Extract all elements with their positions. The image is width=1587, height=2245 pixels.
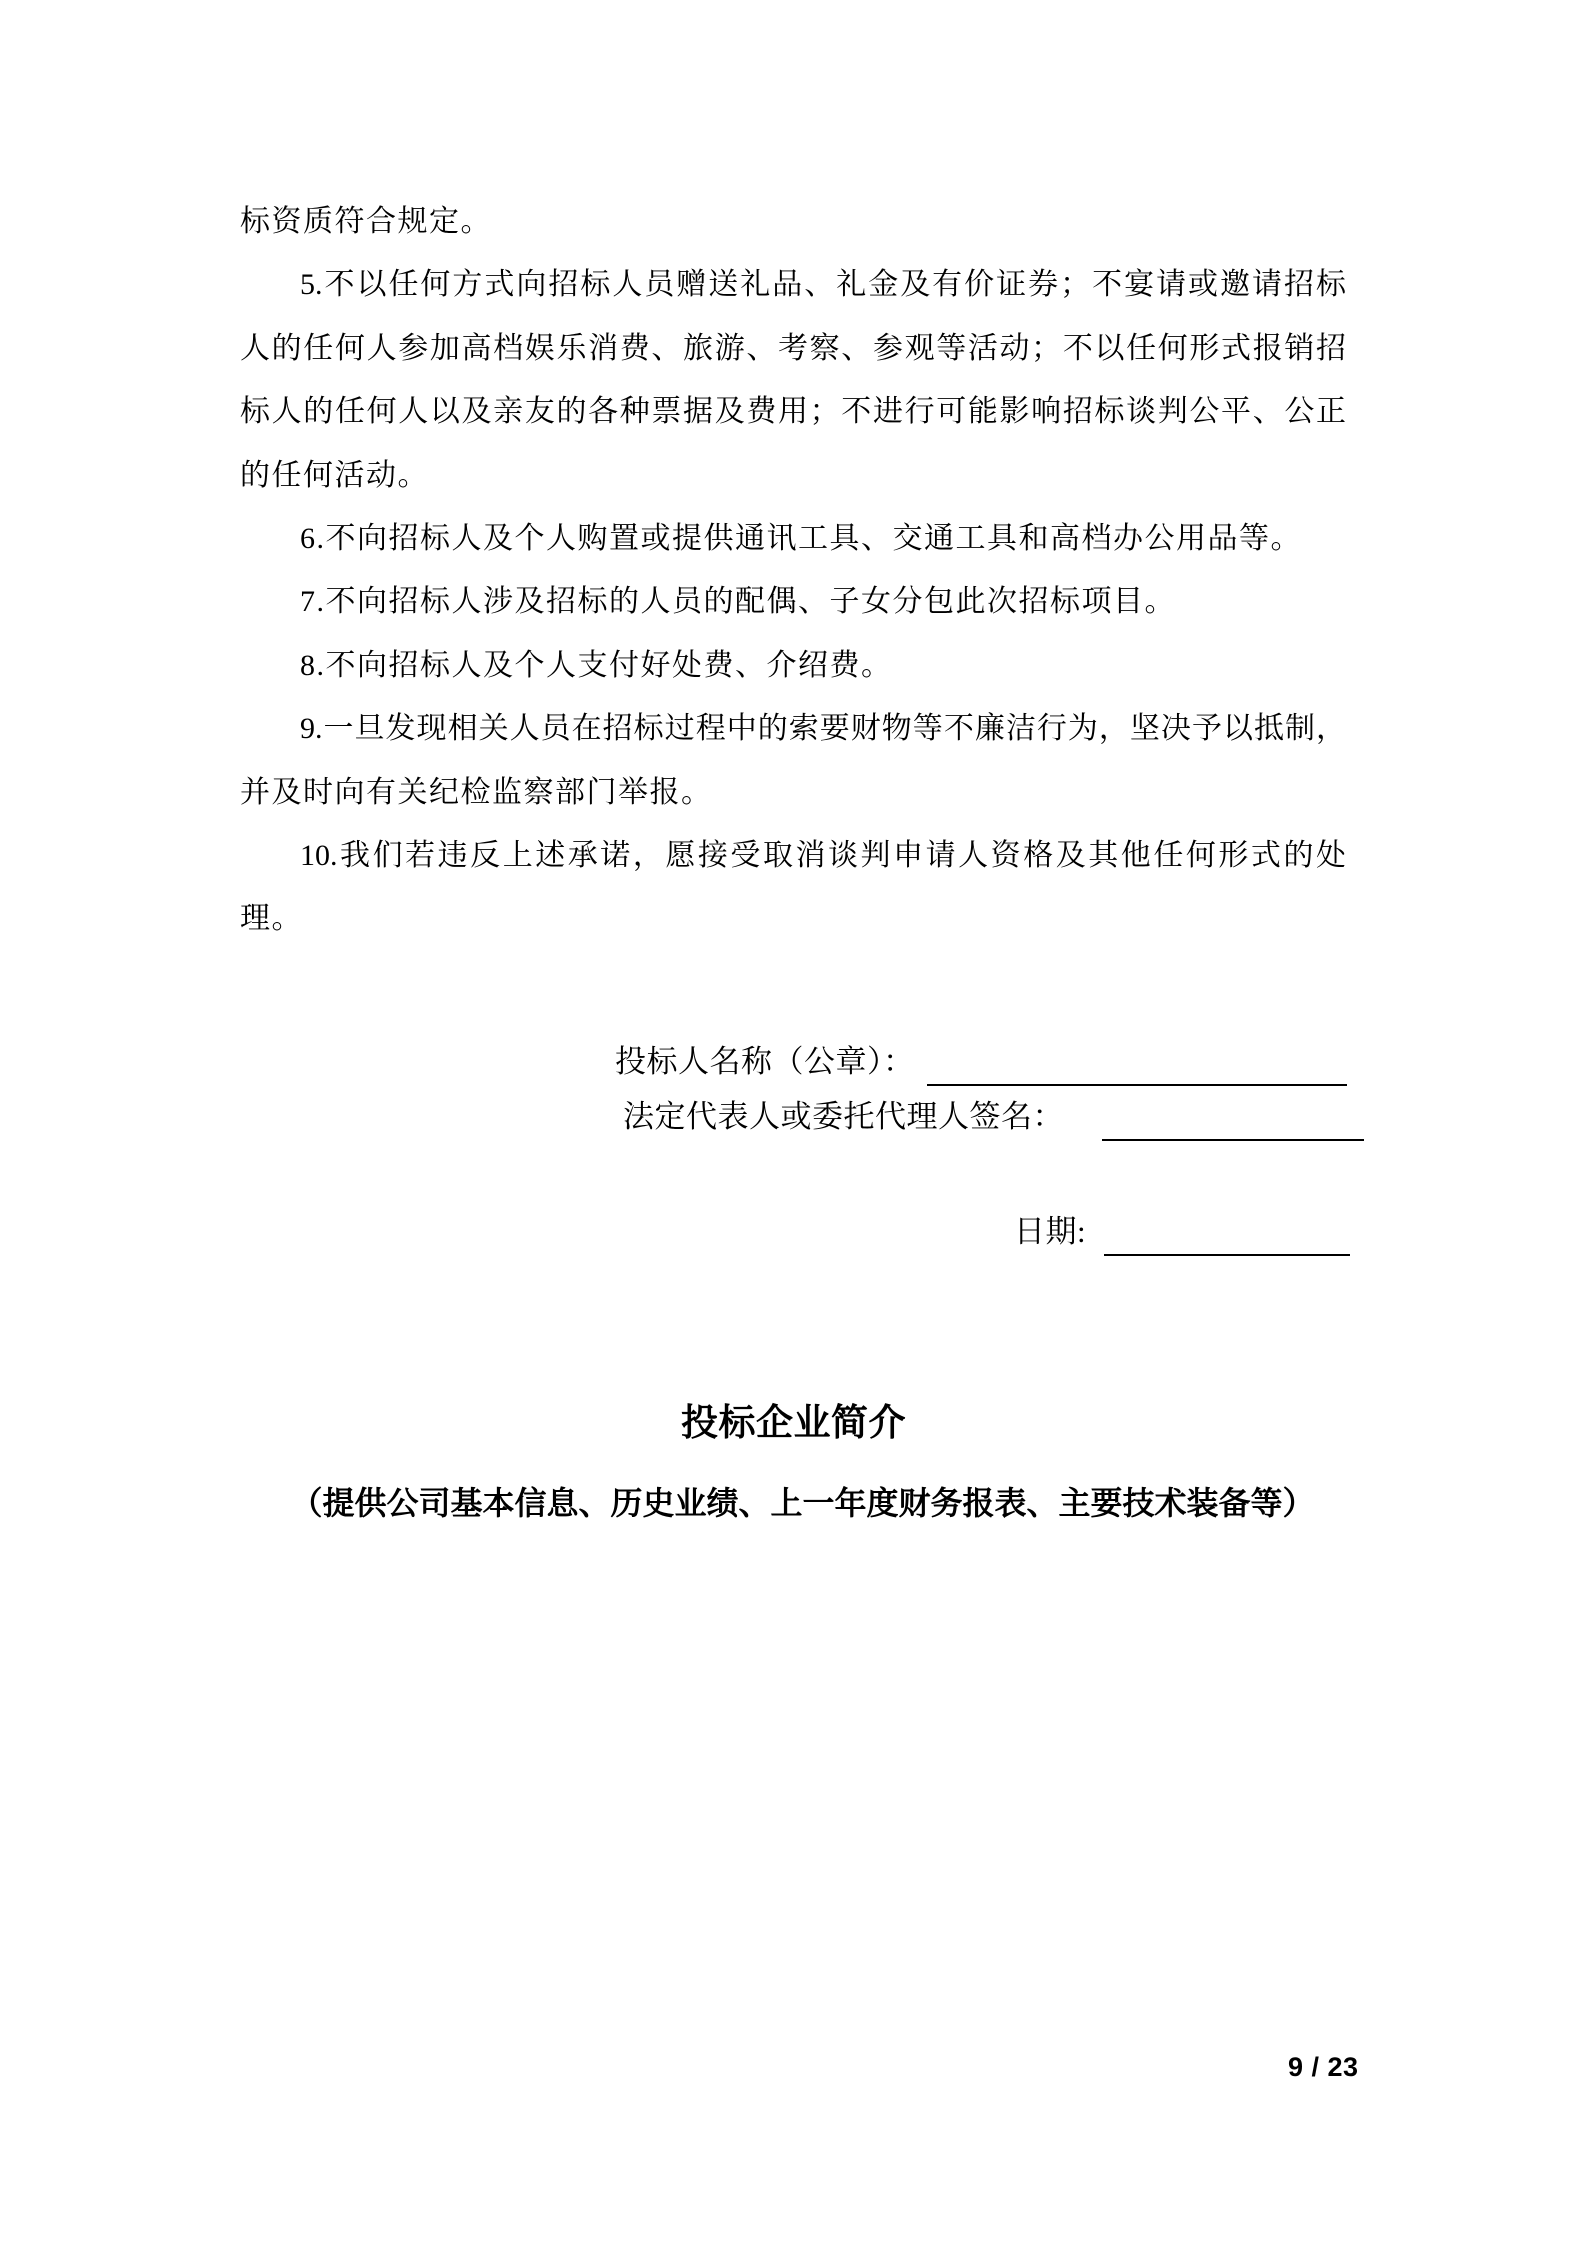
body-line: 6.不向招标人及个人购置或提供通讯工具、交通工具和高档办公用品等。 <box>300 522 1302 556</box>
bidder-name-row <box>615 1042 1347 1086</box>
representative-label: 法定代表人或委托代理人签名： <box>623 1099 1064 1134</box>
date-blank-line <box>1104 1224 1350 1256</box>
section-title: 投标企业简介 <box>681 1403 906 1444</box>
body-line: 并及时向有关纪检监察部门举报。 <box>240 775 713 809</box>
date-row <box>1014 1212 1350 1256</box>
body-line: 理。 <box>240 902 303 936</box>
bidder-name-blank-line <box>927 1054 1347 1086</box>
body-line: 8.不向招标人及个人支付好处费、介绍费。 <box>300 648 893 682</box>
body-text <box>240 190 1346 951</box>
representative-signature-row <box>623 1097 1364 1141</box>
body-line: 10.我们若违反上述承诺，愿接受取消谈判申请人资格及其他任何形式的处 <box>300 839 1346 873</box>
date-label: 日期: <box>1014 1214 1087 1249</box>
body-line: 标人的任何人以及亲友的各种票据及费用；不进行可能影响招标谈判公平、公正 <box>240 395 1346 429</box>
body-line: 5.不以任何方式向招标人员赠送礼品、礼金及有价证券；不宴请或邀请招标 <box>300 268 1346 302</box>
body-line: 标资质符合规定。 <box>240 205 492 238</box>
section-subtitle: （提供公司基本信息、历史业绩、上一年度财务报表、主要技术装备等） <box>290 1485 1315 1521</box>
body-line: 7.不向招标人涉及招标的人员的配偶、子女分包此次招标项目。 <box>300 585 1176 619</box>
bidder-name-label: 投标人名称（公章）： <box>615 1044 915 1079</box>
body-line: 的任何活动。 <box>240 458 429 492</box>
body-line: 9.一旦发现相关人员在招标过程中的索要财物等不廉洁行为，坚决予以抵制， <box>300 712 1346 746</box>
body-line: 人的任何人参加高档娱乐消费、旅游、考察、参观等活动；不以任何形式报销招 <box>240 331 1346 365</box>
representative-blank-line <box>1102 1109 1364 1141</box>
page-number: 9 / 23 <box>1288 2052 1359 2082</box>
